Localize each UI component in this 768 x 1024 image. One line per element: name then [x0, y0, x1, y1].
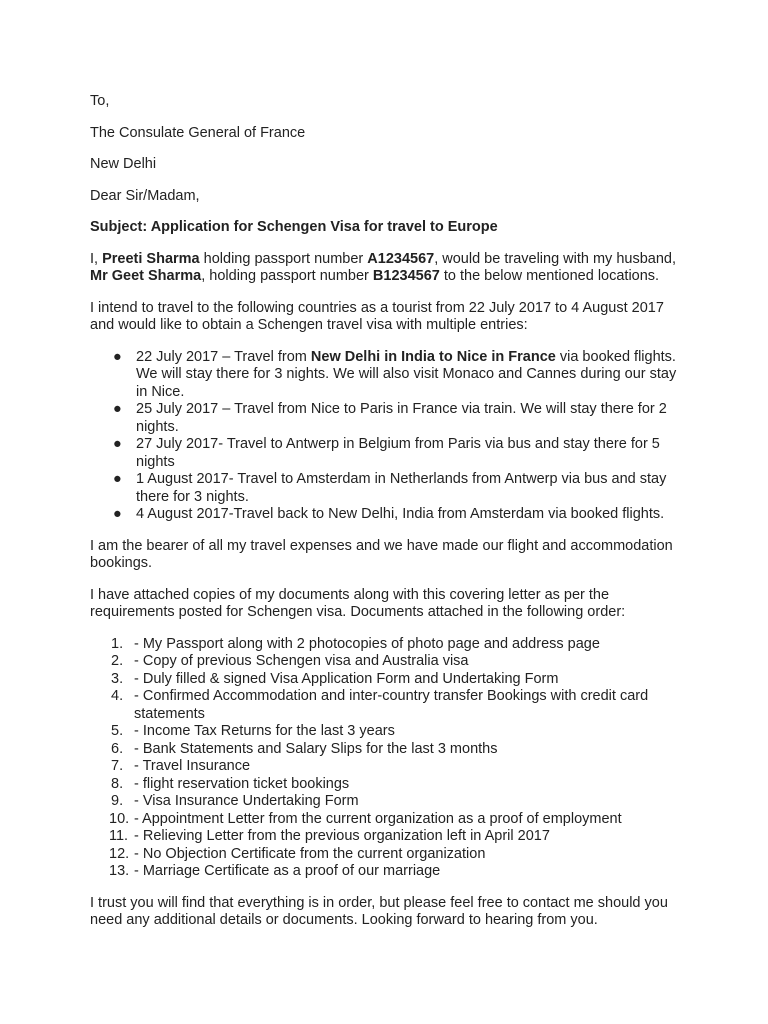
bullet-icon: ● [113, 471, 122, 487]
intro-text: I, [90, 250, 103, 267]
itinerary-item [113, 436, 680, 471]
document-item [111, 758, 680, 776]
itinerary-item [113, 471, 680, 506]
itinerary-item [113, 506, 680, 524]
document-text: - Travel Insurance [134, 758, 251, 774]
intro-text: , holding passport number [201, 268, 373, 284]
bullet-icon: ● [113, 506, 122, 522]
document-text: - Duly filled & signed Visa Application Form and Undertaking Form [134, 670, 559, 687]
document-text: - Relieving Letter from the previous organization left in April 2017 [134, 828, 550, 844]
document-number: 12. [109, 845, 130, 862]
document-item [111, 688, 680, 723]
document-text: - Income Tax Returns for the last 3 years [134, 723, 395, 739]
document-text: - My Passport along with 2 photocopies of photo page and address page [134, 635, 600, 652]
document-number: 6. [111, 740, 124, 757]
document-number: 8. [111, 775, 124, 792]
document-item [109, 810, 680, 829]
document-item [111, 740, 680, 759]
itinerary-text: 1 August 2017- Travel to Amsterdam in Netherlands from Antwerp via bus and stay there for 3 nights. [136, 471, 667, 505]
document-item [109, 828, 680, 846]
document-number: 10. [109, 810, 130, 827]
document-text: - No Objection Certificate from the current organization [134, 845, 486, 862]
intro-text: , would be traveling with my husband, [434, 250, 677, 267]
document-text: - Confirmed Accommodation and inter-country transfer Bookings with credit card statements [134, 688, 649, 722]
document-item [111, 653, 680, 671]
travel-intent-paragraph: I intend to travel to the following countries as a tourist from 22 July 2017 to 4 August 2017 and would like to obtain a Schengen travel visa with multiple entries: [90, 299, 664, 333]
document-item [111, 775, 680, 794]
letter-page [90, 93, 680, 930]
documents-intro-paragraph: I have attached copies of my documents along with this covering letter as per the requirements posted for Schengen visa. Documents attached in the following order: [90, 586, 626, 620]
subject-line: Subject: Application for Schengen Visa for travel to Europe [90, 219, 498, 235]
document-text: - Appointment Letter from the current organization as a proof of employment [134, 810, 622, 827]
bullet-icon: ● [113, 348, 122, 365]
applicant-passport-number: A1234567 [367, 250, 435, 267]
itinerary-text: via booked flights. We will stay there for 3 nights. We will also visit Monaco and Cannes during our stay in Nice. [136, 348, 677, 400]
itinerary-item [113, 348, 680, 402]
itinerary-item [113, 401, 680, 436]
to-line: To, [90, 93, 110, 109]
document-item [111, 723, 680, 741]
document-number: 4. [111, 688, 124, 704]
document-item [109, 863, 680, 881]
itinerary-text: 27 July 2017- Travel to Antwerp in Belgium from Paris via bus and stay there for 5 nights [136, 436, 660, 470]
bullet-icon: ● [113, 436, 122, 452]
document-number: 5. [111, 723, 124, 739]
document-number: 11. [109, 828, 129, 844]
document-number: 7. [111, 758, 124, 774]
document-number: 2. [111, 653, 124, 669]
itinerary-route: New Delhi in India to Nice in France [310, 348, 556, 365]
closing-paragraph: I trust you will find that everything is in order, but please feel free to contact me should you need any additional details or documents. Looking forward to hearing from you. [90, 894, 668, 928]
itinerary-text: 25 July 2017 – Travel from Nice to Paris in France via train. We will stay there for 2 nights. [136, 401, 667, 435]
document-text: - Bank Statements and Salary Slips for the last 3 months [134, 740, 498, 757]
document-text: - Visa Insurance Undertaking Form [134, 793, 359, 809]
recipient-name: The Consulate General of France [90, 124, 306, 141]
expenses-paragraph: I am the bearer of all my travel expenses and we have made our flight and accommodation bookings. [90, 537, 673, 571]
documents-list [90, 636, 680, 881]
document-number: 3. [111, 670, 124, 687]
document-text: - Copy of previous Schengen visa and Australia visa [134, 653, 469, 669]
salutation: Dear Sir/Madam, [90, 187, 200, 204]
document-text: - flight reservation ticket bookings [134, 775, 350, 792]
spouse-name: Mr Geet Sharma [90, 268, 202, 284]
document-number: 1. [111, 635, 124, 652]
document-item [111, 670, 680, 689]
document-number: 13. [109, 863, 130, 879]
document-number: 9. [111, 793, 124, 809]
intro-text: to the below mentioned locations. [439, 268, 660, 284]
itinerary-text: 4 August 2017-Travel back to New Delhi, India from Amsterdam via booked flights. [136, 506, 665, 522]
bullet-icon: ● [113, 401, 122, 417]
document-item [109, 845, 680, 864]
document-text: - Marriage Certificate as a proof of our marriage [134, 863, 441, 879]
itinerary-list [90, 349, 680, 524]
intro-text: holding passport number [199, 250, 368, 267]
applicant-name: Preeti Sharma [102, 250, 200, 267]
document-item [111, 793, 680, 811]
recipient-city: New Delhi [90, 156, 157, 172]
itinerary-text: 22 July 2017 – Travel from [136, 348, 311, 365]
spouse-passport-number: B1234567 [372, 268, 440, 284]
document-item [111, 635, 680, 654]
intro-paragraph [90, 251, 680, 286]
